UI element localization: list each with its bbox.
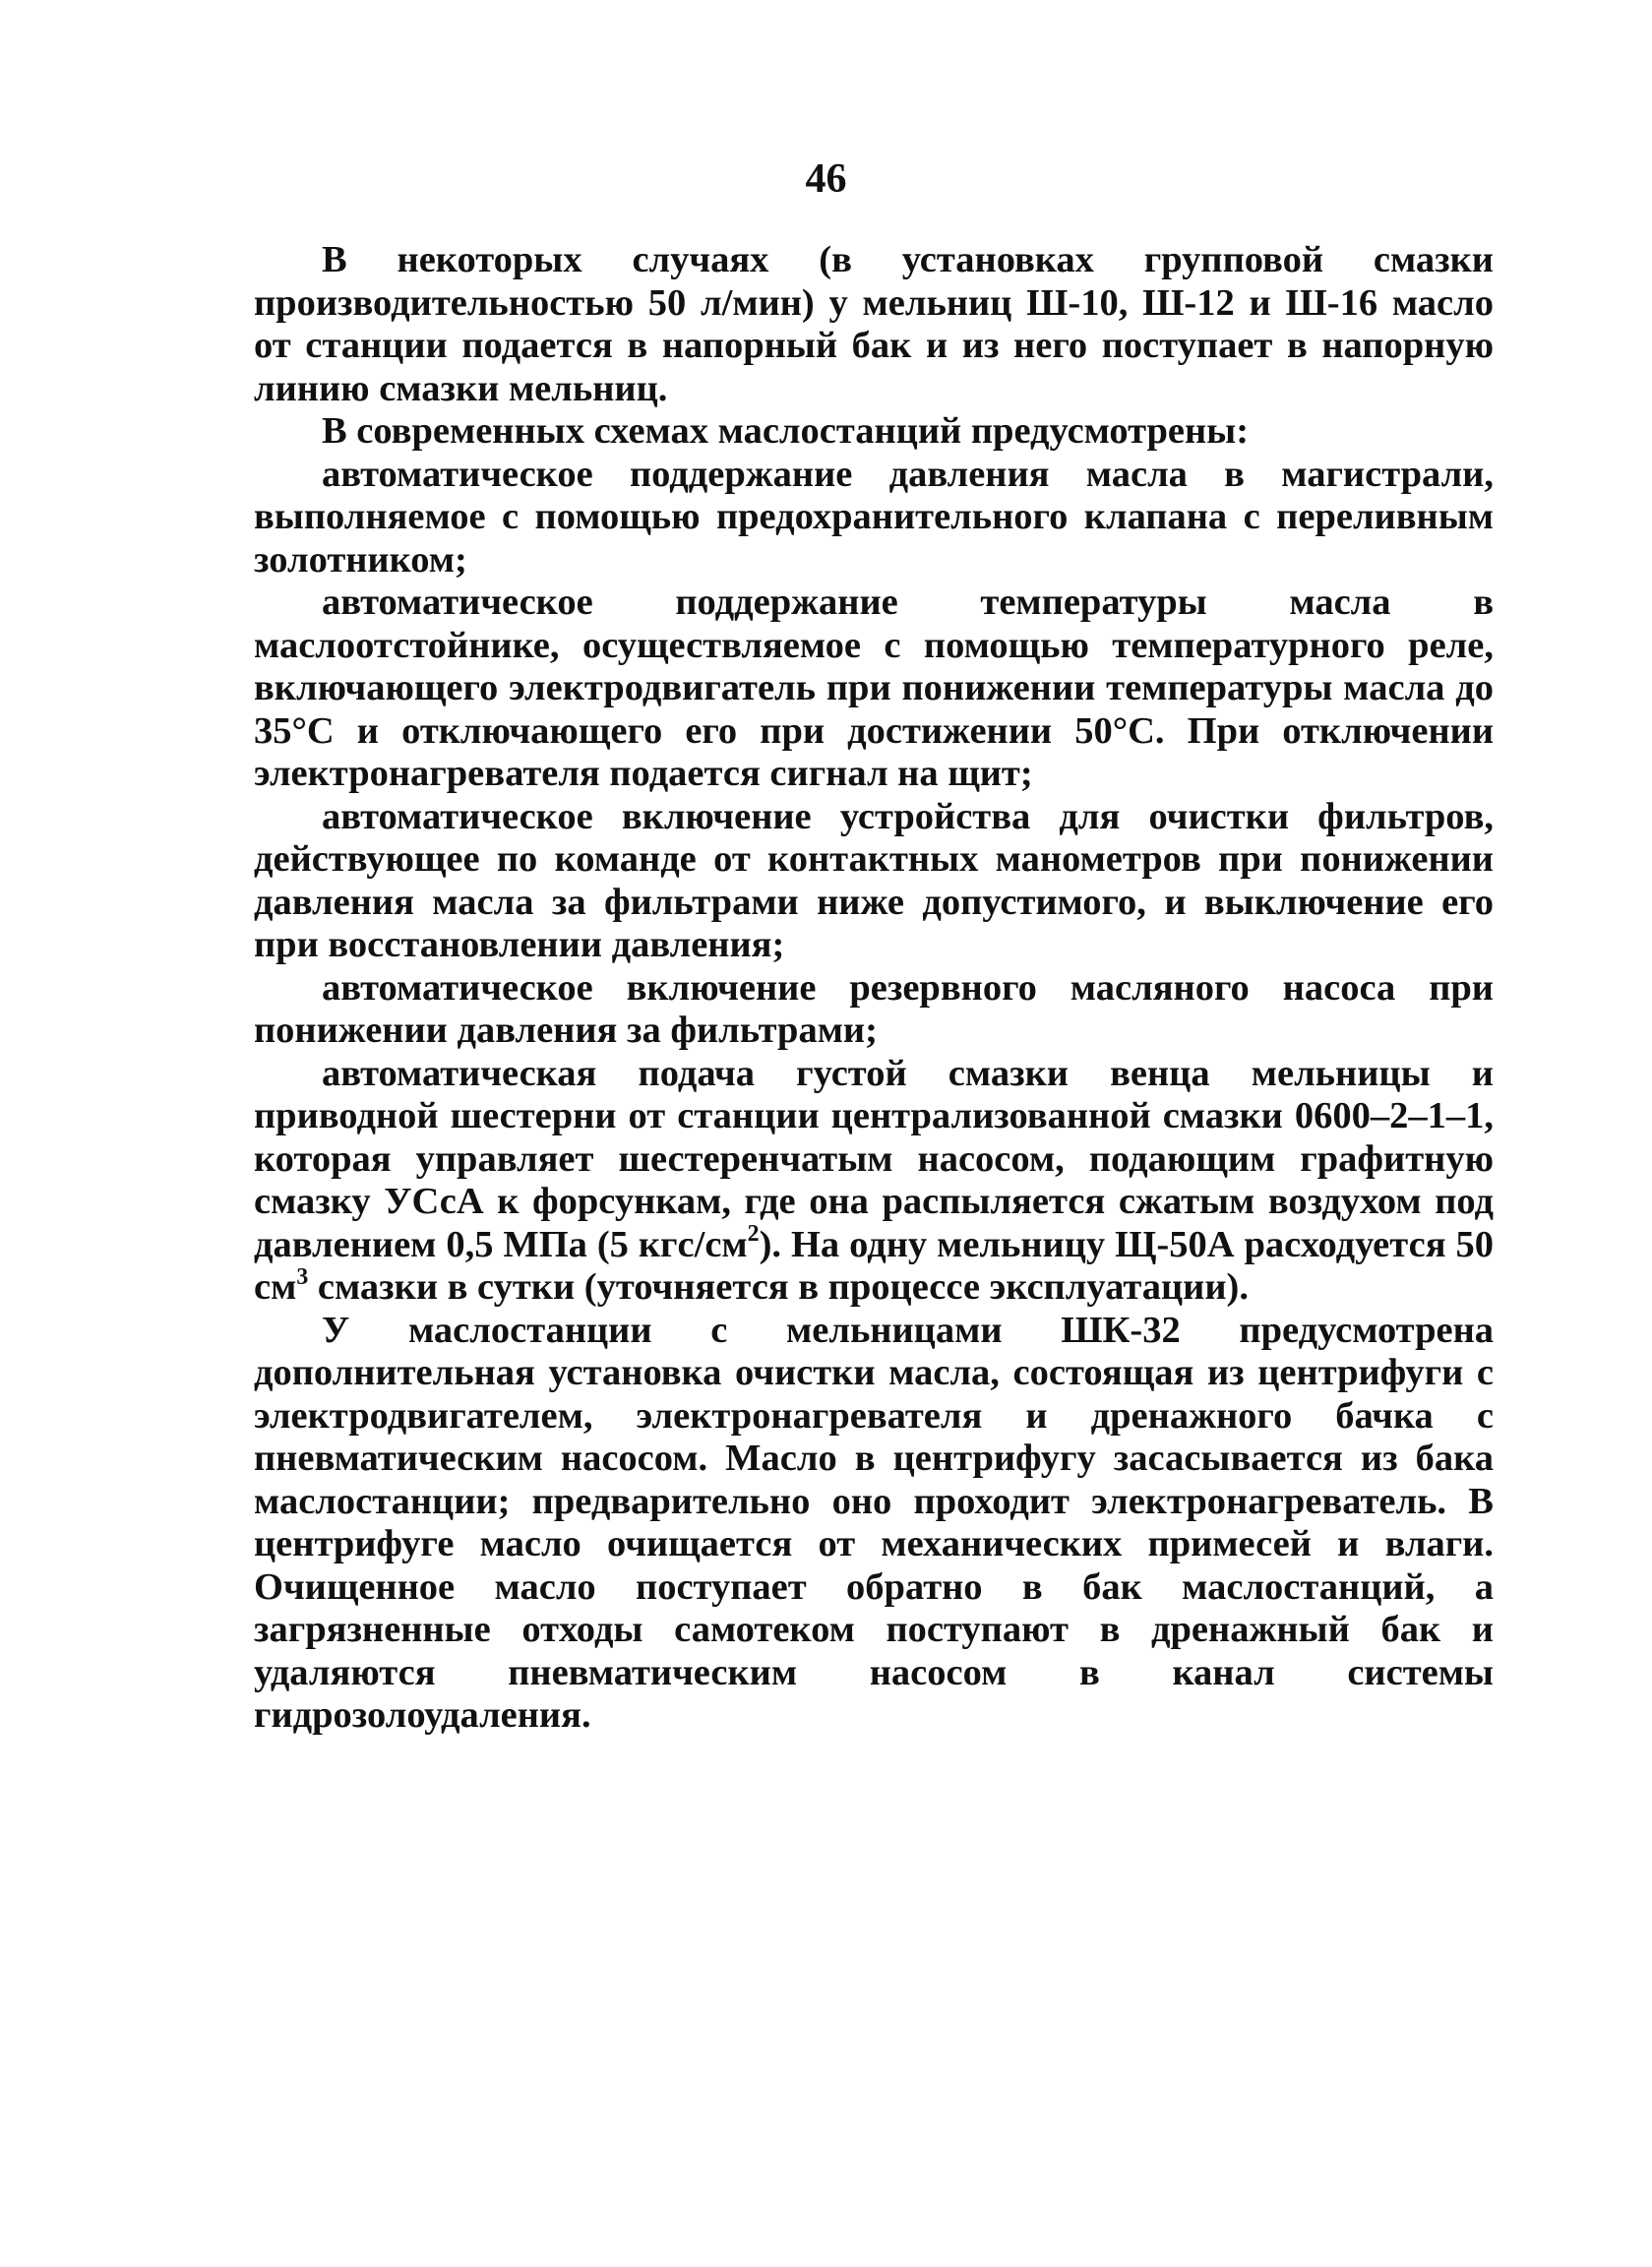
paragraph-pressure-maintenance: автоматическое поддержание давления масла в магистрали, выполняемое с помощью предохранительного клапана с переливным золотником;	[254, 453, 1494, 581]
page-number: 46	[805, 156, 847, 202]
paragraph-oil-cleaning-unit: У маслостанции с мельницами ШК-32 предусмотрена дополнительная установка очистки масла, состоящая из центрифуги с электродвигателем, электронагревателя и дренажного бачка с пневматическим насосом. Масло в центрифугу засасывается из бака маслостанции; предварительно оно проходит электронагреватель. В центрифуге масло очищается от механических примесей и влаги. Очищенное масло поступает обратно в бак маслостанций, а загрязненные отходы самотеком поступают в дренажный бак и удаляются пневматическим насосом в канал системы гидрозолоудаления.	[254, 1309, 1494, 1736]
body-text	[254, 239, 1494, 1738]
paragraph-grease-supply	[254, 1053, 1494, 1310]
grease-text-part-a: автоматическая подача густой смазки венца мельницы и приводной шестерни от станции централизованной смазки 0600–2–1–1, которая управляет шестеренчатым насосом, подающим графитную смазку УСсА к форсункам, где она распыляется сжатым воздухом под давлением 0,5 МПа (5 кгс/см	[254, 1052, 1494, 1265]
superscript-cubed: 3	[296, 1263, 309, 1290]
grease-text-part-b: ). На одну мельницу Щ-50А расходуется 50 см	[254, 1223, 1494, 1308]
paragraph-filter-cleaning: автоматическое включение устройства для очистки фильтров, действующее по команде от контактных манометров при понижении давления масла за фильтрами ниже допустимого, и выключение его при восстановлении давления;	[254, 795, 1494, 965]
paragraph-group-lubrication: В некоторых случаях (в установках групповой смазки производительностью 50 л/мин) у мельниц Ш-10, Ш-12 и Ш-16 масло от станции подается в напорный бак и из него поступает в напорную линию смазки мельниц.	[254, 239, 1494, 409]
superscript-squared: 2	[747, 1221, 760, 1248]
grease-text-part-c: смазки в сутки (уточняется в процессе эксплуатации).	[308, 1266, 1249, 1308]
paragraph-modern-schemes: В современных схемах маслостанций предусмотрены:	[322, 410, 1250, 452]
paragraph-temperature-maintenance: автоматическое поддержание температуры масла в маслоотстойнике, осуществляемое с помощью температурного реле, включающего электродвигатель при понижении температуры масла до 35°С и отключающего его при достижении 50°С. При отключении электронагревателя подается сигнал на щит;	[254, 582, 1494, 794]
paragraph-reserve-pump: автоматическое включение резервного масляного насоса при понижении давления за фильтрами;	[254, 966, 1494, 1051]
